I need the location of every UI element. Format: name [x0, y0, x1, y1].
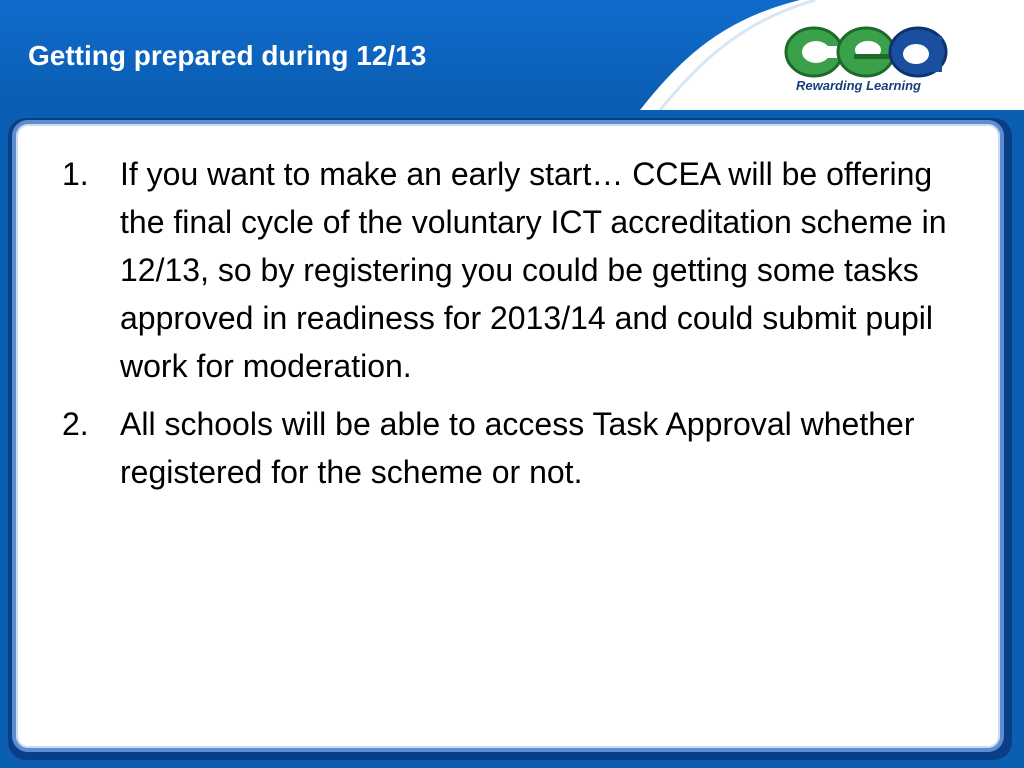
logo-tagline: Rewarding Learning	[796, 78, 921, 93]
list-item-text: If you want to make an early start… CCEA will be offering the final cycle of the voluntary ICT accreditation scheme in 12/13, so by registering you could be getting some tasks approved in readiness for 2013/14 and could submit pupil work for moderation.	[120, 156, 947, 384]
list-item-text: All schools will be able to access Task Approval whether registered for the scheme or not.	[120, 406, 915, 490]
list-item	[62, 400, 962, 496]
page-title: Getting prepared during 12/13	[28, 40, 427, 71]
list-item-number: 1.	[62, 156, 89, 192]
list-item	[62, 150, 962, 390]
numbered-list	[62, 150, 962, 506]
list-item-number: 2.	[62, 406, 89, 442]
